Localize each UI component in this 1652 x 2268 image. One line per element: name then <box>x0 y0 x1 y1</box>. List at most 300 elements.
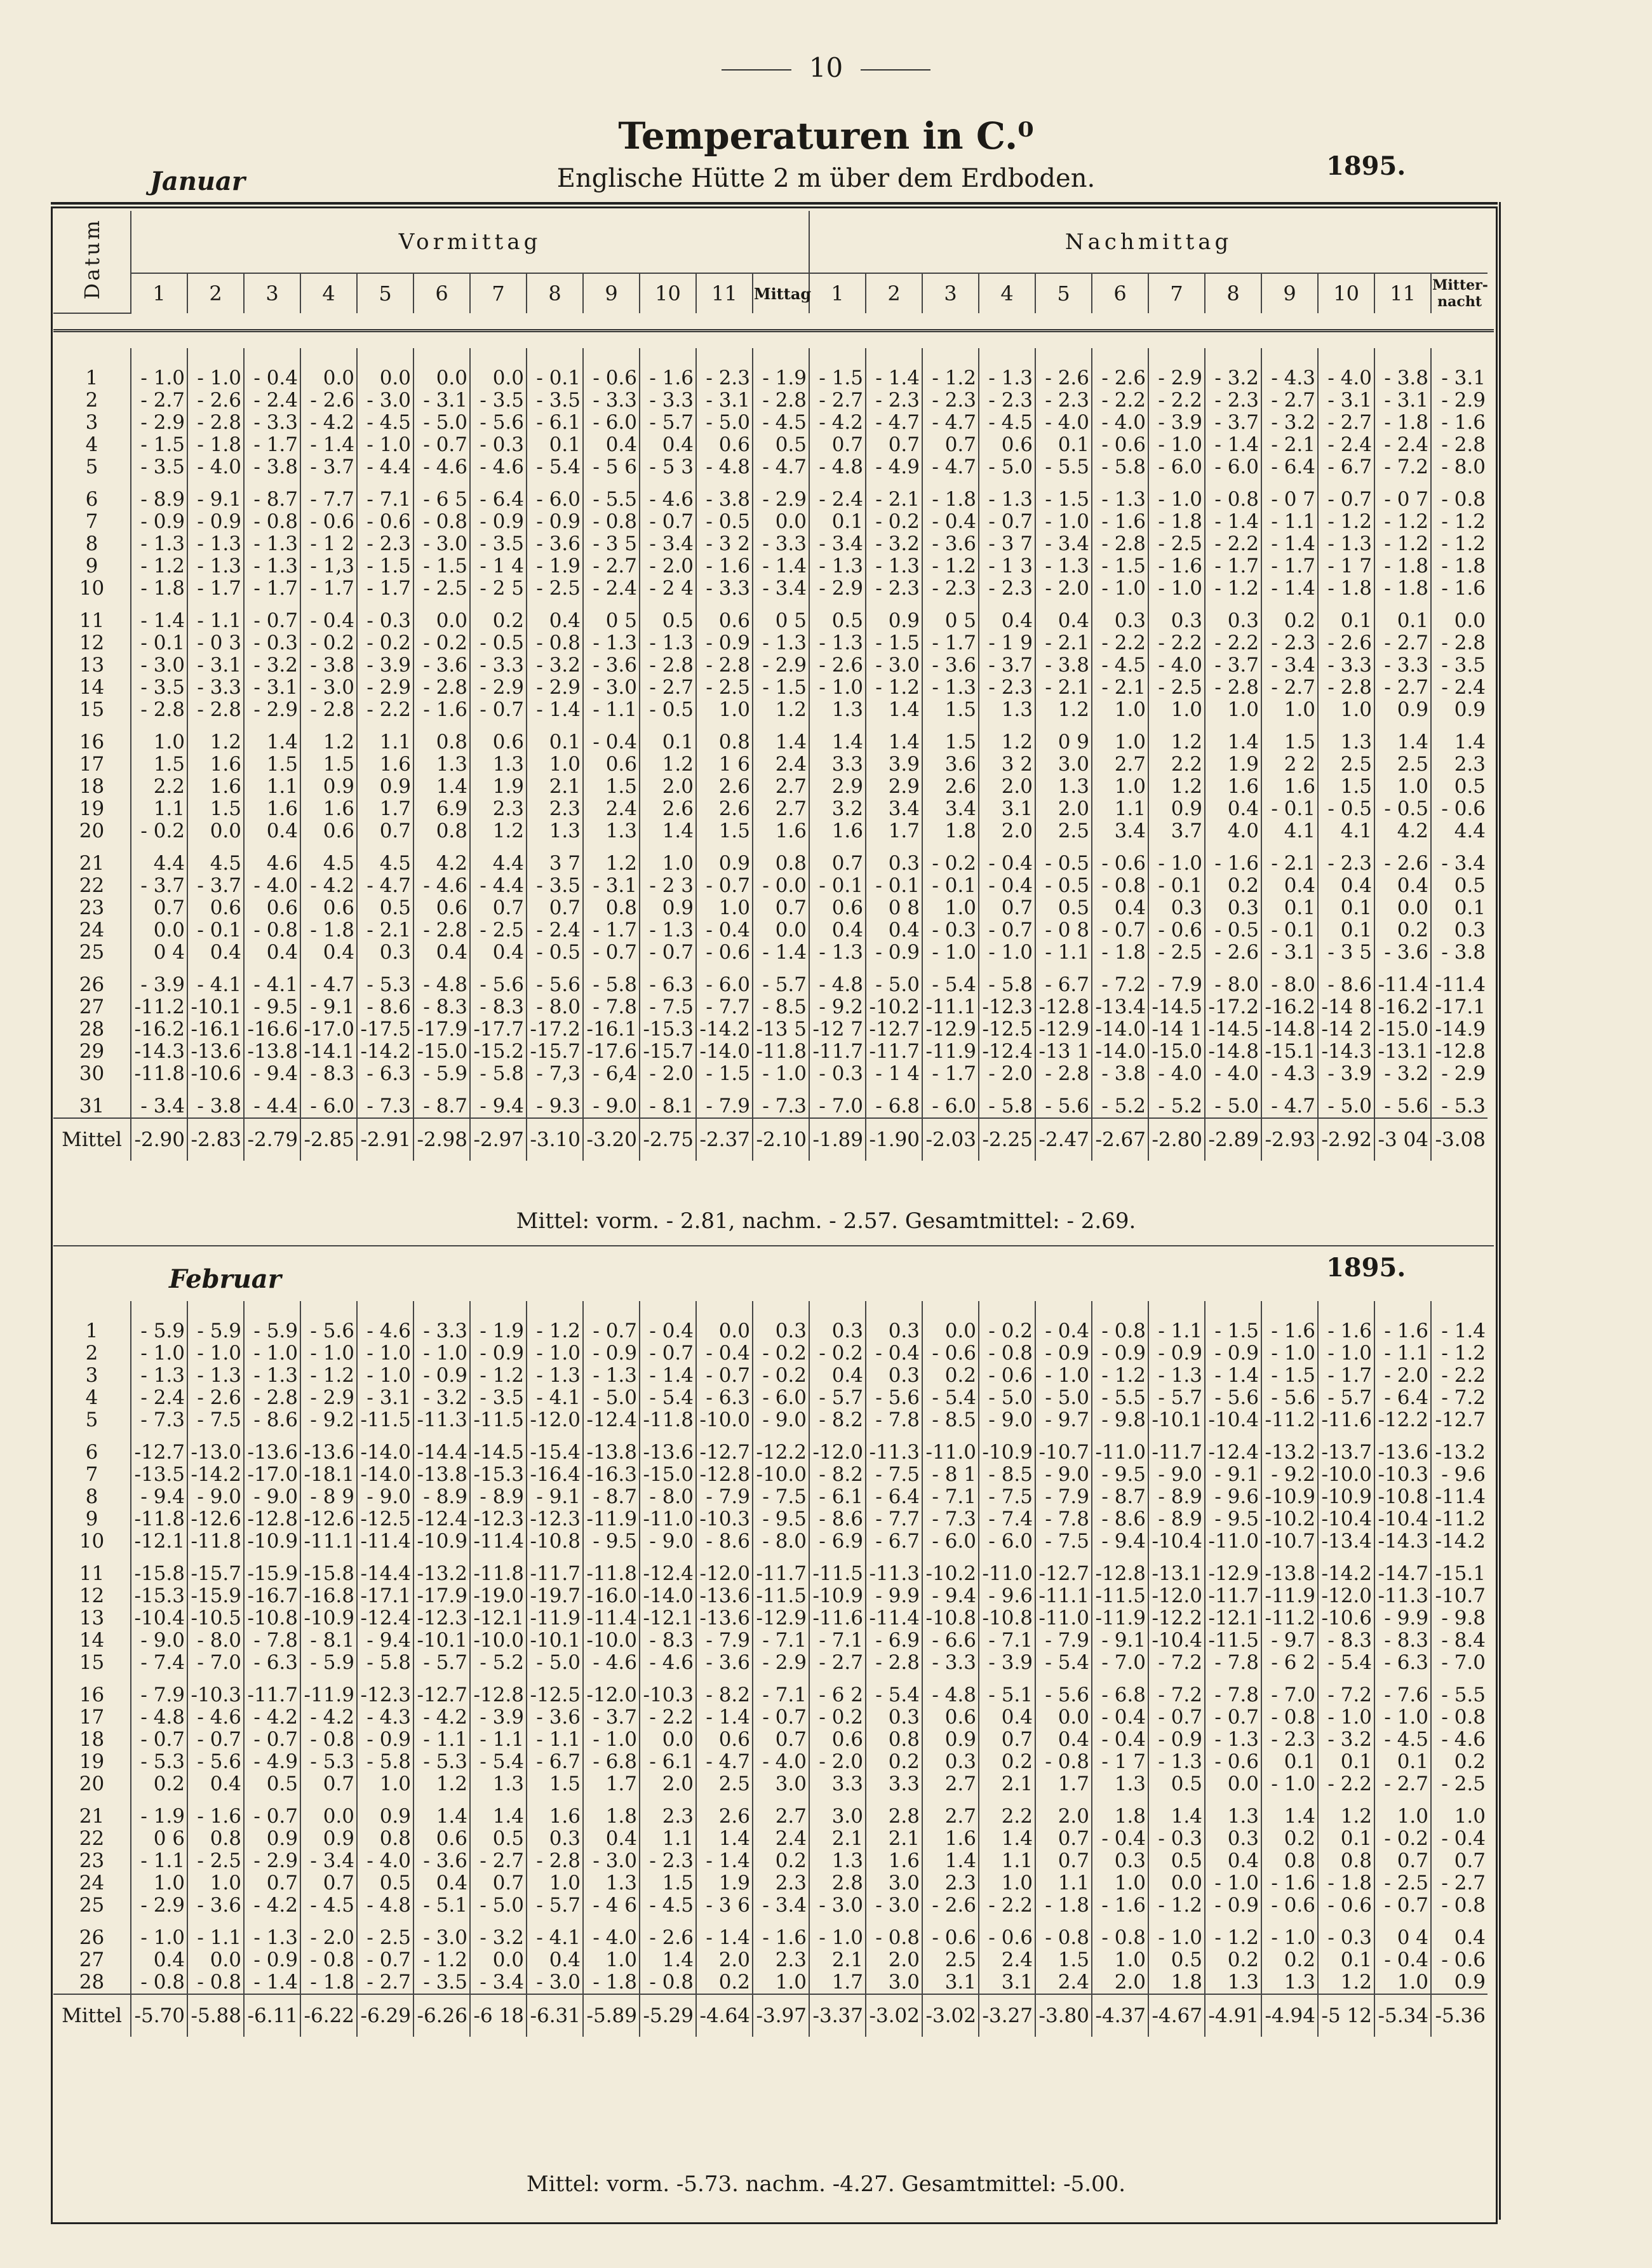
table-row <box>53 348 1487 389</box>
temp-cell: - 4.7 <box>1261 1085 1318 1118</box>
temp-cell: 0.2 <box>753 1850 809 1872</box>
temp-cell: 0.1 <box>1318 600 1374 632</box>
temp-cell: - 4.4 <box>470 875 527 897</box>
temp-cell: - 0.7 <box>244 1729 300 1751</box>
temp-cell: -10.6 <box>1318 1607 1374 1630</box>
temp-cell: - 4 6 <box>583 1894 640 1917</box>
temp-cell: - 8.5 <box>922 1409 979 1431</box>
temp-cell: - 3.3 <box>922 1652 979 1674</box>
day-cell: 13 <box>79 1607 105 1630</box>
temp-cell: - 7.2 <box>1374 456 1431 478</box>
temp-cell: - 0.9 <box>187 511 244 533</box>
temp-cell: 1.9 <box>696 1872 753 1894</box>
temp-cell: - 3.0 <box>413 533 470 555</box>
temp-cell: - 2.4 <box>809 478 866 511</box>
temp-cell: - 9.1 <box>1092 1630 1148 1652</box>
table-row <box>53 478 1487 511</box>
temp-cell: - 7.5 <box>866 1464 922 1486</box>
temp-cell: - 1.0 <box>131 1342 187 1365</box>
temp-cell: - 0.2 <box>300 632 357 654</box>
day-cell: 28 <box>79 1971 105 1994</box>
temp-cell: - 1.2 <box>1205 1917 1261 1949</box>
temp-cell: - 1.7 <box>1261 555 1318 577</box>
temp-cell: - 1.4 <box>1261 577 1318 600</box>
temp-cell: - 0.6 <box>979 1917 1035 1949</box>
temp-cell: 2.0 <box>866 1949 922 1971</box>
hour-header-cell: 8 <box>527 273 583 313</box>
temp-cell: 2.6 <box>696 798 753 820</box>
table-row <box>53 753 1487 776</box>
temp-cell: -10.9 <box>300 1607 357 1630</box>
temp-cell: - 1.9 <box>131 1795 187 1828</box>
temp-cell: -15.1 <box>1261 1041 1318 1063</box>
temp-cell: 1.3 <box>1092 1773 1148 1795</box>
temp-cell: 1.2 <box>753 699 809 721</box>
temp-cell: 1.4 <box>979 1828 1035 1850</box>
temp-cell: - 1.2 <box>300 1365 357 1387</box>
temp-cell: - 1.0 <box>1148 434 1205 456</box>
temp-cell: 0.6 <box>470 721 527 753</box>
temp-cell: -12.9 <box>753 1607 809 1630</box>
temp-cell: - 2.6 <box>1205 942 1261 964</box>
temp-cell: - 1.3 <box>583 1365 640 1387</box>
table-row <box>53 1085 1487 1118</box>
temp-cell: 0.0 <box>357 348 413 389</box>
temp-cell: - 1.1 <box>1261 511 1318 533</box>
temp-cell: - 8.2 <box>696 1674 753 1706</box>
temp-cell: - 8.2 <box>809 1409 866 1431</box>
temp-cell: - 5.4 <box>527 456 583 478</box>
temp-cell: - 0.9 <box>696 632 753 654</box>
temp-cell: - 7.7 <box>696 996 753 1018</box>
temp-cell: 0.2 <box>866 1751 922 1773</box>
temp-cell: - 7.9 <box>1035 1630 1092 1652</box>
temp-cell: 0.7 <box>1035 1828 1092 1850</box>
temp-cell: - 8.1 <box>300 1630 357 1652</box>
temp-cell: - 2 3 <box>640 875 696 897</box>
temp-cell: - 3 5 <box>583 533 640 555</box>
temp-cell: 0.6 <box>187 897 244 919</box>
temp-cell: - 1.6 <box>1092 511 1148 533</box>
temp-cell: - 0.9 <box>1205 1894 1261 1917</box>
temp-cell: - 1.4 <box>300 434 357 456</box>
mittel-cell: -3.20 <box>583 1118 640 1161</box>
temp-cell: - 5.6 <box>527 964 583 996</box>
temp-cell: - 5.5 <box>1431 1674 1487 1706</box>
temp-cell: -15.4 <box>527 1431 583 1464</box>
temp-cell: - 6.3 <box>1374 1652 1431 1674</box>
temp-cell: - 3.4 <box>1261 654 1318 677</box>
temp-cell: - 5.0 <box>696 412 753 434</box>
temp-cell: - 0.8 <box>1431 1706 1487 1729</box>
temp-cell: - 2.6 <box>300 389 357 412</box>
day-cell: 5 <box>85 1409 98 1431</box>
mittel-cell: -2.91 <box>357 1118 413 1161</box>
temp-cell: - 2.7 <box>1261 677 1318 699</box>
temp-cell: - 0 7 <box>1261 478 1318 511</box>
temp-cell: - 3.9 <box>979 1652 1035 1674</box>
temp-cell: 0 4 <box>131 942 187 964</box>
temp-cell: 0.6 <box>300 897 357 919</box>
temp-cell: 2.1 <box>809 1949 866 1971</box>
temp-cell: - 2.0 <box>640 555 696 577</box>
temp-cell: - 1.0 <box>1148 1917 1205 1949</box>
temp-cell: - 1.8 <box>1035 1894 1092 1917</box>
temp-cell: -12.5 <box>357 1508 413 1530</box>
temp-cell: 1.0 <box>1318 699 1374 721</box>
temp-cell: - 2 5 <box>470 577 527 600</box>
temp-cell: 3.7 <box>1148 820 1205 842</box>
temp-cell: -11.7 <box>244 1674 300 1706</box>
mittel-cell: -1.90 <box>866 1118 922 1161</box>
temp-cell: -14.5 <box>470 1431 527 1464</box>
temp-cell: - 0.6 <box>1092 842 1148 875</box>
day-cell: 7 <box>85 1464 98 1486</box>
temp-cell: 0 5 <box>583 600 640 632</box>
temp-cell: 2.1 <box>979 1773 1035 1795</box>
temp-cell: - 2.3 <box>1261 632 1318 654</box>
temp-cell: 0.4 <box>1205 1850 1261 1872</box>
temp-cell: -15.8 <box>131 1553 187 1585</box>
temp-cell: - 7.1 <box>357 478 413 511</box>
temp-cell: 1.2 <box>413 1773 470 1795</box>
temp-cell: 0.5 <box>1148 1850 1205 1872</box>
temp-cell: -15.0 <box>1374 1018 1431 1041</box>
temp-cell: -11.1 <box>1035 1585 1092 1607</box>
mittel-cell: -2.93 <box>1261 1118 1318 1161</box>
temp-cell: - 6.9 <box>866 1630 922 1652</box>
mittel-cell: -3.08 <box>1431 1118 1487 1161</box>
mittel-cell: -2.97 <box>470 1118 527 1161</box>
table-row <box>53 964 1487 996</box>
temp-cell: - 2.8 <box>187 699 244 721</box>
day-cell: 10 <box>79 1530 105 1553</box>
temp-cell: - 2.8 <box>244 1387 300 1409</box>
temp-cell: 2.4 <box>583 798 640 820</box>
temp-cell: - 3 7 <box>979 533 1035 555</box>
temp-cell: 1.3 <box>809 1850 866 1872</box>
temp-cell: - 8.7 <box>1092 1486 1148 1508</box>
temp-cell: - 3.0 <box>131 654 187 677</box>
temp-cell: - 0.9 <box>131 511 187 533</box>
temp-cell: 0.9 <box>1148 798 1205 820</box>
temp-cell: - 3.4 <box>640 533 696 555</box>
temp-cell: - 2.4 <box>131 1387 187 1409</box>
temp-cell: -11.7 <box>809 1041 866 1063</box>
temp-cell: -11.0 <box>922 1431 979 1464</box>
temp-cell: -12.2 <box>753 1431 809 1464</box>
temp-cell: - 6.1 <box>809 1486 866 1508</box>
mittel-cell: -4.37 <box>1092 1994 1148 2037</box>
temp-cell: - 1.0 <box>1035 1365 1092 1387</box>
temp-cell: - 3.0 <box>866 1894 922 1917</box>
temp-cell: - 2.9 <box>244 699 300 721</box>
temp-cell: - 5.8 <box>583 964 640 996</box>
temp-cell: 0.4 <box>187 1773 244 1795</box>
temp-cell: - 2.5 <box>1148 533 1205 555</box>
temp-cell: - 1.7 <box>583 919 640 942</box>
temp-cell: 0.5 <box>357 1872 413 1894</box>
temp-cell: - 1.3 <box>187 1365 244 1387</box>
temp-cell: - 1.5 <box>809 348 866 389</box>
temp-cell: -14.4 <box>413 1431 470 1464</box>
temp-cell: -14.8 <box>1205 1041 1261 1063</box>
temp-cell: - 2.3 <box>922 389 979 412</box>
temp-cell: - 1.7 <box>187 577 244 600</box>
temp-cell: -10.1 <box>1148 1409 1205 1431</box>
temp-cell: - 9.0 <box>187 1486 244 1508</box>
temp-cell: -13.1 <box>1148 1553 1205 1585</box>
temp-cell: - 4.6 <box>583 1652 640 1674</box>
temp-cell: 0.3 <box>753 1301 809 1342</box>
temp-cell: 0.7 <box>300 1773 357 1795</box>
temp-cell: -16.0 <box>583 1585 640 1607</box>
temp-cell: -10.9 <box>413 1530 470 1553</box>
temp-cell: - 1.7 <box>357 577 413 600</box>
temp-cell: -12.6 <box>187 1508 244 1530</box>
temp-cell: - 7.9 <box>696 1085 753 1118</box>
temp-cell: 1.4 <box>413 1795 470 1828</box>
temp-cell: - 1.4 <box>527 699 583 721</box>
temp-cell: - 6 5 <box>413 478 470 511</box>
temp-cell: 3.3 <box>809 1773 866 1795</box>
temp-cell: 3.0 <box>866 1971 922 1994</box>
temp-cell: - 3.2 <box>866 533 922 555</box>
temp-cell: - 1.8 <box>1374 555 1431 577</box>
temp-cell: 0.4 <box>809 1365 866 1387</box>
temp-cell: - 2.2 <box>1092 389 1148 412</box>
mittel-cell: -3.27 <box>979 1994 1035 2037</box>
temp-cell: -11.2 <box>1261 1409 1318 1431</box>
temp-cell: - 0.3 <box>244 632 300 654</box>
temp-cell: - 9.4 <box>470 1085 527 1118</box>
temp-cell: -13.2 <box>413 1553 470 1585</box>
temp-cell: 1.7 <box>583 1773 640 1795</box>
temp-cell: 1.8 <box>1148 1971 1205 1994</box>
temp-cell: 0.9 <box>300 1828 357 1850</box>
temp-cell: 2.7 <box>1092 753 1148 776</box>
temp-cell: 1.4 <box>640 1949 696 1971</box>
temp-cell: - 3.4 <box>470 1971 527 1994</box>
temp-cell: - 5.3 <box>131 1751 187 1773</box>
temp-cell: - 1.2 <box>1431 511 1487 533</box>
temp-cell: - 3.5 <box>527 389 583 412</box>
temp-cell: 2.8 <box>866 1795 922 1828</box>
temp-cell: 0.1 <box>640 721 696 753</box>
temp-cell: - 2.5 <box>1148 677 1205 699</box>
temp-cell: - 0.4 <box>1431 1828 1487 1850</box>
temp-cell: - 2.7 <box>470 1850 527 1872</box>
temp-cell: - 0.2 <box>131 820 187 842</box>
temp-cell: 0.5 <box>1148 1949 1205 1971</box>
temp-cell: 2.4 <box>979 1949 1035 1971</box>
temp-cell: -11.7 <box>753 1553 809 1585</box>
temp-cell: 1.5 <box>187 798 244 820</box>
temp-cell: -13 1 <box>1035 1041 1092 1063</box>
temp-cell: - 2.5 <box>187 1850 244 1872</box>
temp-cell: - 6.8 <box>866 1085 922 1118</box>
day-cell: 1 <box>85 367 98 389</box>
temp-cell: - 1.0 <box>1035 511 1092 533</box>
temp-cell: - 9.0 <box>244 1486 300 1508</box>
temp-cell: - 9.0 <box>640 1530 696 1553</box>
temp-cell: - 1.2 <box>1431 1342 1487 1365</box>
temp-cell: 0.0 <box>753 919 809 942</box>
temp-cell: - 0.8 <box>1092 1917 1148 1949</box>
temp-cell: - 4.0 <box>1148 1063 1205 1085</box>
temp-cell: 0.6 <box>696 1729 753 1751</box>
temp-cell: - 0.7 <box>357 1949 413 1971</box>
temp-cell: 0.3 <box>1092 600 1148 632</box>
temp-cell: 1.5 <box>131 753 187 776</box>
mittel-cell: -2.75 <box>640 1118 696 1161</box>
temp-cell: - 8.9 <box>470 1486 527 1508</box>
temp-cell: 0.8 <box>413 721 470 753</box>
temp-cell: - 3.4 <box>1431 842 1487 875</box>
mittel-cell: -4.94 <box>1261 1994 1318 2037</box>
day-cell: 15 <box>79 1652 105 1674</box>
temp-cell: - 1.2 <box>1374 533 1431 555</box>
temp-cell: - 1.0 <box>1374 1706 1431 1729</box>
temp-cell: - 0.7 <box>583 1301 640 1342</box>
table-row <box>53 1630 1487 1652</box>
temp-cell: - 1.3 <box>809 942 866 964</box>
table-row <box>53 942 1487 964</box>
temp-cell: - 1.0 <box>187 1342 244 1365</box>
temp-cell: - 0.1 <box>809 875 866 897</box>
temp-cell: - 2.1 <box>1261 842 1318 875</box>
temp-cell: 2.7 <box>753 798 809 820</box>
temp-cell: - 2 4 <box>640 577 696 600</box>
temp-cell: - 3.6 <box>922 533 979 555</box>
temp-cell: - 3.7 <box>583 1706 640 1729</box>
temp-cell: 3.0 <box>1035 753 1092 776</box>
temp-cell: - 1.3 <box>187 555 244 577</box>
temp-cell: - 8.6 <box>1318 964 1374 996</box>
temp-cell: - 3.0 <box>583 677 640 699</box>
temp-cell: - 0.7 <box>640 942 696 964</box>
temp-cell: - 9.4 <box>357 1630 413 1652</box>
day-cell: 23 <box>79 1850 105 1872</box>
temp-cell: 1.5 <box>527 1773 583 1795</box>
temp-cell: - 2.9 <box>527 677 583 699</box>
temp-cell: 0.1 <box>1318 1751 1374 1773</box>
temp-cell: - 1.1 <box>470 1729 527 1751</box>
temp-cell: 2.5 <box>1374 753 1431 776</box>
temp-cell: - 8 1 <box>922 1464 979 1486</box>
temp-cell: - 4.7 <box>922 456 979 478</box>
temp-cell: 0.3 <box>1092 1850 1148 1872</box>
temp-cell: 0 4 <box>1374 1917 1431 1949</box>
temp-cell: -11.0 <box>1205 1530 1261 1553</box>
temp-cell: 2 2 <box>1261 753 1318 776</box>
temp-cell: 0.0 <box>922 1301 979 1342</box>
temp-cell: 1.5 <box>922 699 979 721</box>
temp-cell: - 4.6 <box>357 1301 413 1342</box>
table-row <box>53 654 1487 677</box>
temp-cell: - 3.9 <box>470 1706 527 1729</box>
temp-cell: 0.6 <box>413 897 470 919</box>
temp-cell: - 1 7 <box>1092 1751 1148 1773</box>
temp-cell: 1.5 <box>244 753 300 776</box>
temp-cell: - 0.6 <box>583 348 640 389</box>
hour-header-cell: 11 <box>696 273 753 313</box>
temp-cell: 2.0 <box>696 1949 753 1971</box>
temp-cell: -14.8 <box>1261 1018 1318 1041</box>
temp-cell: - 6.7 <box>527 1751 583 1773</box>
temp-cell: - 0.8 <box>1205 478 1261 511</box>
mittel-cell: -2.80 <box>1148 1118 1205 1161</box>
temp-cell: -16.2 <box>131 1018 187 1041</box>
mittel-cell: -3.02 <box>866 1994 922 2037</box>
temp-cell: - 6.0 <box>583 412 640 434</box>
temp-cell: 0.4 <box>640 434 696 456</box>
temp-cell: - 1.0 <box>979 942 1035 964</box>
temp-cell: 1.2 <box>1148 776 1205 798</box>
temp-cell: - 4.6 <box>413 875 470 897</box>
temp-cell: 0.7 <box>1035 1850 1092 1872</box>
temp-cell: - 2.8 <box>640 654 696 677</box>
temp-cell: - 0.6 <box>300 511 357 533</box>
day-cell: 18 <box>79 1729 105 1751</box>
temp-cell: - 1.0 <box>583 1729 640 1751</box>
table-row <box>53 919 1487 942</box>
hour-header-cell: 9 <box>583 273 640 313</box>
temp-cell: - 7.7 <box>866 1508 922 1530</box>
temp-cell: 1.3 <box>527 820 583 842</box>
temp-cell: - 0.6 <box>1431 1949 1487 1971</box>
temp-cell: - 7.6 <box>1374 1674 1431 1706</box>
temp-cell: - 6.0 <box>753 1387 809 1409</box>
temp-cell: -12.4 <box>413 1508 470 1530</box>
temp-cell: - 1.3 <box>1035 555 1092 577</box>
temp-cell: -13.8 <box>583 1431 640 1464</box>
temp-cell: - 1.2 <box>413 1949 470 1971</box>
temp-cell: - 0.1 <box>1148 875 1205 897</box>
mittel-cell: -6.26 <box>413 1994 470 2037</box>
temp-cell: 0.1 <box>1374 600 1431 632</box>
temp-cell: - 6.3 <box>696 1387 753 1409</box>
temp-cell: - 5.0 <box>413 412 470 434</box>
temp-cell: - 1.7 <box>922 632 979 654</box>
temp-cell: - 3.5 <box>470 1387 527 1409</box>
temp-cell: - 0.4 <box>1092 1706 1148 1729</box>
temp-cell: - 1.1 <box>187 1917 244 1949</box>
temp-cell: -12.4 <box>583 1409 640 1431</box>
temp-cell: -10.7 <box>1431 1585 1487 1607</box>
mittel-label: Mittel <box>53 1118 131 1161</box>
temp-cell: - 1.0 <box>1148 478 1205 511</box>
table-row <box>53 1508 1487 1530</box>
temp-cell: 1.0 <box>527 753 583 776</box>
temp-cell: - 5.6 <box>1205 1387 1261 1409</box>
temp-cell: - 6.7 <box>1035 964 1092 996</box>
temp-cell: -17.9 <box>413 1585 470 1607</box>
temp-cell: - 5.7 <box>809 1387 866 1409</box>
temp-cell: - 1.0 <box>131 348 187 389</box>
temp-cell: - 5.6 <box>866 1387 922 1409</box>
temp-cell: 0.7 <box>866 434 922 456</box>
temp-cell: - 6.0 <box>1148 456 1205 478</box>
temp-cell: - 2.1 <box>866 478 922 511</box>
temp-cell: - 8.9 <box>131 478 187 511</box>
temp-cell: 2.0 <box>979 776 1035 798</box>
temp-cell: - 0.4 <box>640 1301 696 1342</box>
temp-cell: - 3.5 <box>131 677 187 699</box>
temp-cell: - 2.5 <box>357 1917 413 1949</box>
temp-cell: - 1.4 <box>1205 434 1261 456</box>
temp-cell: - 4.5 <box>300 1894 357 1917</box>
